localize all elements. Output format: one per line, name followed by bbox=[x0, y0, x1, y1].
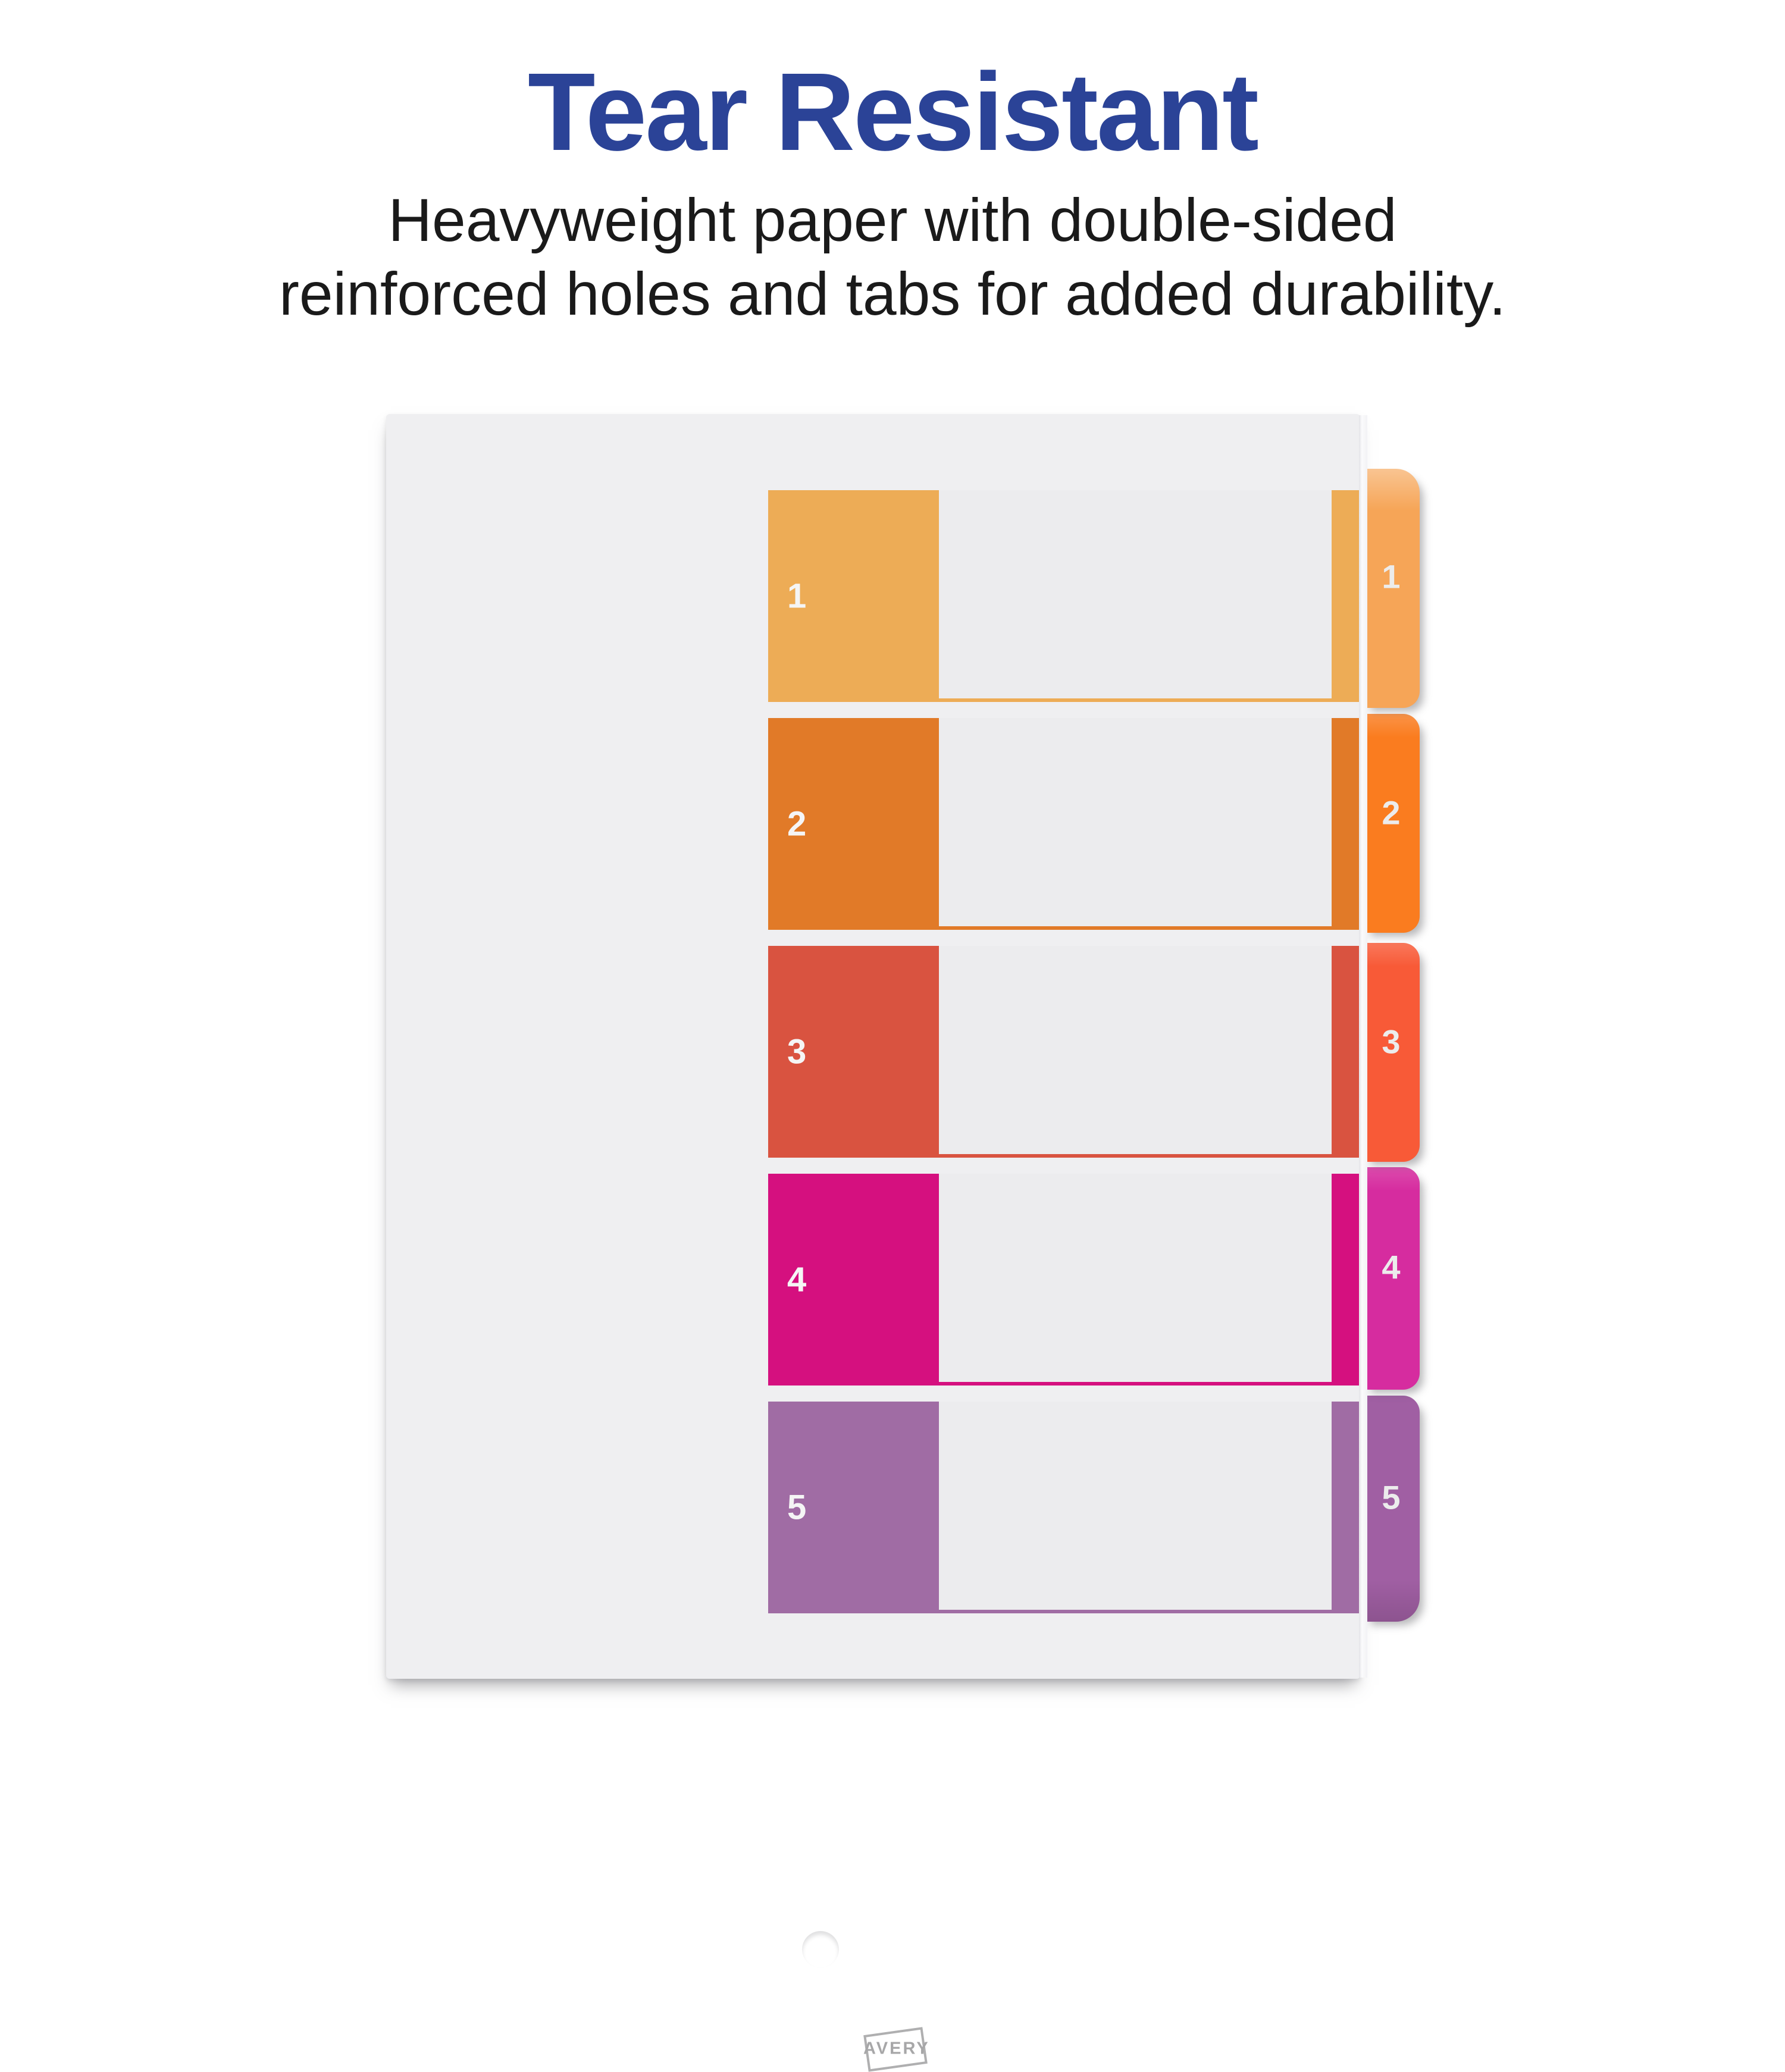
toc-row-4 bbox=[768, 1174, 1360, 1385]
toc-color-block bbox=[768, 1174, 939, 1385]
tab-number: 4 bbox=[1382, 1248, 1401, 1286]
subheadline bbox=[0, 183, 1785, 331]
subheadline-line-2: reinforced holes and tabs for added durability. bbox=[278, 260, 1507, 328]
tab-number: 5 bbox=[1382, 1478, 1401, 1516]
subheadline-line-1: Heavyweight paper with double-sided bbox=[388, 186, 1397, 254]
toc-row-rule bbox=[939, 926, 1332, 930]
index-tab-3 bbox=[1363, 943, 1420, 1162]
toc-row-rule bbox=[939, 698, 1332, 702]
toc-row-writein-area bbox=[939, 1174, 1332, 1382]
toc-row-writein-area bbox=[939, 1402, 1332, 1610]
toc-row-number: 2 bbox=[787, 804, 807, 844]
toc-row-rule bbox=[939, 1610, 1332, 1613]
toc-row-writein-area bbox=[939, 718, 1332, 926]
toc-row-rule bbox=[939, 1154, 1332, 1158]
avery-logo bbox=[862, 2027, 934, 2070]
toc-row-1 bbox=[768, 490, 1360, 702]
tab-number: 3 bbox=[1382, 1023, 1401, 1061]
index-tab-5 bbox=[1363, 1396, 1420, 1622]
toc-row-rule bbox=[939, 1382, 1332, 1385]
toc-row-number: 3 bbox=[787, 1032, 807, 1071]
toc-color-block bbox=[768, 946, 939, 1158]
headline: Tear Resistant bbox=[527, 51, 1258, 174]
toc-color-block bbox=[768, 718, 939, 930]
toc-edge-strip bbox=[1332, 946, 1360, 1158]
toc-row-number: 5 bbox=[787, 1488, 807, 1527]
toc-edge-strip bbox=[1332, 1174, 1360, 1385]
index-tab-4 bbox=[1363, 1167, 1420, 1390]
toc-color-block bbox=[768, 490, 939, 702]
toc-edge-strip bbox=[1332, 490, 1360, 702]
punch-hole bbox=[802, 1931, 839, 1968]
toc-row-number: 1 bbox=[787, 576, 807, 616]
tab-number: 2 bbox=[1382, 794, 1401, 832]
sheet-edge bbox=[1359, 415, 1367, 1678]
toc-row-3 bbox=[768, 946, 1360, 1158]
toc-row-2 bbox=[768, 718, 1360, 930]
avery-logo-text: AVERY bbox=[863, 2039, 930, 2058]
toc-row-writein-area bbox=[939, 946, 1332, 1154]
divider-sheet bbox=[386, 414, 1360, 2058]
toc-color-block bbox=[768, 1402, 939, 1613]
toc-edge-strip bbox=[1332, 1402, 1360, 1613]
index-tab-1 bbox=[1363, 469, 1420, 708]
toc-edge-strip bbox=[1332, 718, 1360, 930]
tab-number: 1 bbox=[1382, 557, 1401, 595]
toc-row-writein-area bbox=[939, 490, 1332, 698]
toc-row-number: 4 bbox=[787, 1260, 807, 1299]
toc-row-5 bbox=[768, 1402, 1360, 1613]
index-tab-2 bbox=[1363, 714, 1420, 933]
